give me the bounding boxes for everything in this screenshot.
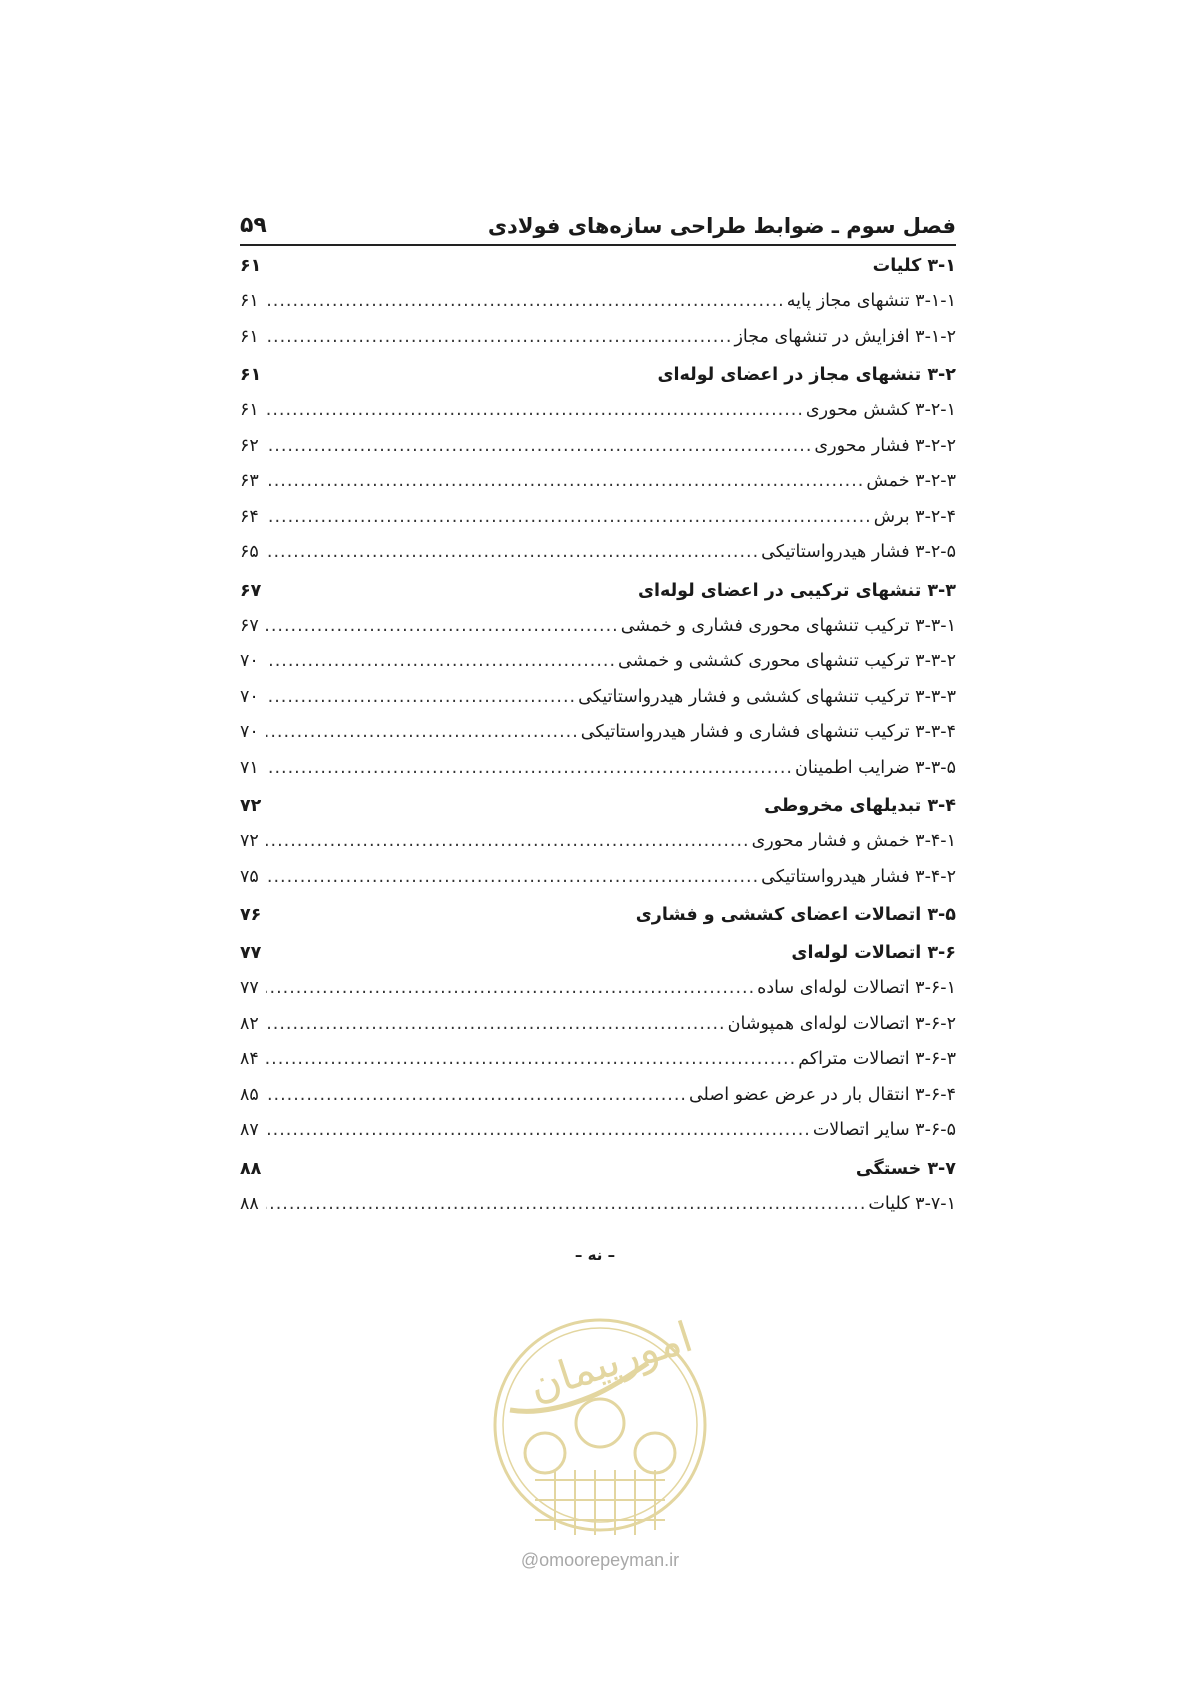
entry-title: ۳-۷ خستگی [855,1158,956,1179]
dot-leader [266,1078,687,1114]
entry-title: ۳-۴-۲ فشار هیدرواستاتیکی [761,866,956,887]
entry-title: ۳-۲-۱ کشش محوری [805,400,956,420]
dot-leader [266,971,755,1007]
toc-subsection-entry[interactable] [240,535,956,571]
toc-subsection-entry[interactable] [240,1042,956,1078]
entry-page-number: ۷۶ [240,905,262,925]
toc-subsection-entry[interactable] [240,715,956,751]
toc-entries [240,246,956,1222]
entry-page-number: ۶۴ [240,506,259,527]
toc-subsection-entry[interactable] [240,609,956,645]
omoorepeyman-logo-icon [480,1305,720,1545]
entry-title: ۳-۲-۵ فشار هیدرواستاتیکی [761,542,956,562]
entry-title: ۳-۳-۴ ترکیب تنشهای فشاری و فشار هیدرواستاتیکی [580,722,956,742]
entry-page-number: ۶۱ [240,400,259,420]
entry-page-number: ۷۰ [240,686,259,707]
entry-title: ۳-۳-۳ ترکیب تنشهای کششی و فشار هیدرواستاتیکی [578,686,956,707]
at-icon: @ [520,1550,540,1570]
entry-title: ۳-۱-۲ افزایش در تنشهای مجاز [734,326,956,347]
entry-title: ۳-۴ تبدیلهای مخروطی [764,796,956,816]
entry-title: ۳-۳-۱ ترکیب تنشهای محوری فشاری و خمشی [620,615,956,636]
dot-leader [266,824,750,860]
dot-leader [266,464,864,500]
toc-subsection-entry[interactable] [240,393,956,429]
entry-page-number: ۸۵ [240,1084,259,1105]
toc-subsection-entry[interactable] [240,429,956,465]
toc-section-entry[interactable] [240,246,956,284]
entry-page-number: ۸۲ [240,1013,259,1034]
entry-title: ۳-۶-۱ اتصالات لوله‌ای ساده [757,978,956,998]
dot-leader [266,500,872,536]
entry-title: ۳-۶-۲ اتصالات لوله‌ای همپوشان [727,1013,956,1034]
entry-page-number: ۶۷ [240,615,259,636]
entry-page-number: ۷۷ [240,943,262,963]
entry-page-number: ۸۸ [240,1193,259,1214]
dot-leader [266,320,732,356]
entry-page-number: ۸۷ [240,1120,259,1140]
toc-subsection-entry[interactable] [240,644,956,680]
toc-section-entry[interactable] [240,355,956,393]
dot-leader [266,680,576,716]
entry-title: ۳-۳ تنشهای ترکیبی در اعضای لوله‌ای [637,580,956,601]
chapter-title: فصل سوم ـ ضوابط طراحی سازه‌های فولادی [487,214,956,238]
header-page-number: ۵۹ [240,213,267,238]
entry-title: ۳-۶-۴ انتقال بار در عرض عضو اصلی [688,1084,956,1105]
dot-leader [266,860,759,896]
toc-subsection-entry[interactable] [240,500,956,536]
entry-title: ۳-۲-۳ خمش [866,471,956,491]
entry-title: ۳-۳-۵ ضرایب اطمینان [794,757,956,778]
entry-title: ۳-۳-۲ ترکیب تنشهای محوری کششی و خمشی [618,651,956,671]
toc-subsection-entry[interactable] [240,680,956,716]
toc-section-entry[interactable] [240,895,956,933]
entry-page-number: ۷۱ [240,757,259,778]
entry-title: ۳-۵ اتصالات اعضای کششی و فشاری [635,905,956,925]
toc-subsection-entry[interactable] [240,464,956,500]
entry-title: ۳-۱-۱ تنشهای مجاز پایه [786,291,956,311]
entry-page-number: ۶۷ [240,580,262,601]
dot-leader [266,393,804,429]
entry-title: ۳-۲-۴ برش [873,506,956,527]
entry-page-number: ۶۵ [240,542,259,562]
dot-leader [266,1042,796,1078]
toc-subsection-entry[interactable] [240,1007,956,1043]
entry-page-number: ۶۱ [240,326,259,347]
entry-title: ۳-۶-۵ سایر اتصالات [812,1120,956,1140]
dot-leader [266,535,759,571]
dot-leader [266,1113,811,1149]
dot-leader [266,1007,726,1043]
entry-page-number: ۷۵ [240,866,259,887]
toc-section-entry[interactable] [240,786,956,824]
entry-page-number: ۷۲ [240,831,259,851]
dot-leader [266,284,785,320]
entry-page-number: ۶۱ [240,365,262,385]
toc-section-entry[interactable] [240,1149,956,1187]
toc-subsection-entry[interactable] [240,860,956,896]
dot-leader [266,751,793,787]
toc-subsection-entry[interactable] [240,971,956,1007]
logo-text: امورپیمان [522,1311,699,1411]
toc-subsection-entry[interactable] [240,751,956,787]
entry-page-number: ۶۲ [240,435,259,456]
toc-subsection-entry[interactable] [240,284,956,320]
entry-page-number: ۷۷ [240,978,259,998]
toc-subsection-entry[interactable] [240,320,956,356]
entry-page-number: ۸۸ [240,1158,262,1179]
toc-section-entry[interactable] [240,571,956,609]
toc-subsection-entry[interactable] [240,1113,956,1149]
entry-page-number: ۶۱ [240,291,259,311]
table-of-contents [240,206,956,1222]
entry-page-number: ۶۳ [240,471,259,491]
entry-title: ۳-۲ تنشهای مجاز در اعضای لوله‌ای [657,365,956,385]
dot-leader [266,644,616,680]
watermark-url-text: omoorepeyman.ir [539,1550,680,1570]
entry-title: ۳-۶-۳ اتصالات متراکم [798,1049,956,1069]
footer-page-label: – نه – [574,1246,616,1264]
entry-page-number: ۷۰ [240,722,259,742]
page-header [240,206,956,246]
dot-leader [266,715,579,751]
dot-leader [266,609,619,645]
entry-page-number: ۶۱ [240,256,262,276]
entry-title: ۳-۱ کلیات [872,256,956,276]
dot-leader [266,1187,866,1223]
toc-subsection-entry[interactable] [240,1187,956,1223]
entry-title: ۳-۲-۲ فشار محوری [814,435,956,456]
toc-subsection-entry[interactable] [240,1078,956,1114]
toc-subsection-entry[interactable] [240,824,956,860]
watermark-url [480,1550,720,1571]
toc-section-entry[interactable] [240,933,956,971]
dot-leader [266,429,812,465]
entry-page-number: ۸۴ [240,1049,259,1069]
entry-page-number: ۷۲ [240,796,262,816]
entry-page-number: ۷۰ [240,651,259,671]
entry-title: ۳-۴-۱ خمش و فشار محوری [751,831,956,851]
entry-title: ۳-۷-۱ کلیات [868,1193,956,1214]
entry-title: ۳-۶ اتصالات لوله‌ای [791,943,956,963]
